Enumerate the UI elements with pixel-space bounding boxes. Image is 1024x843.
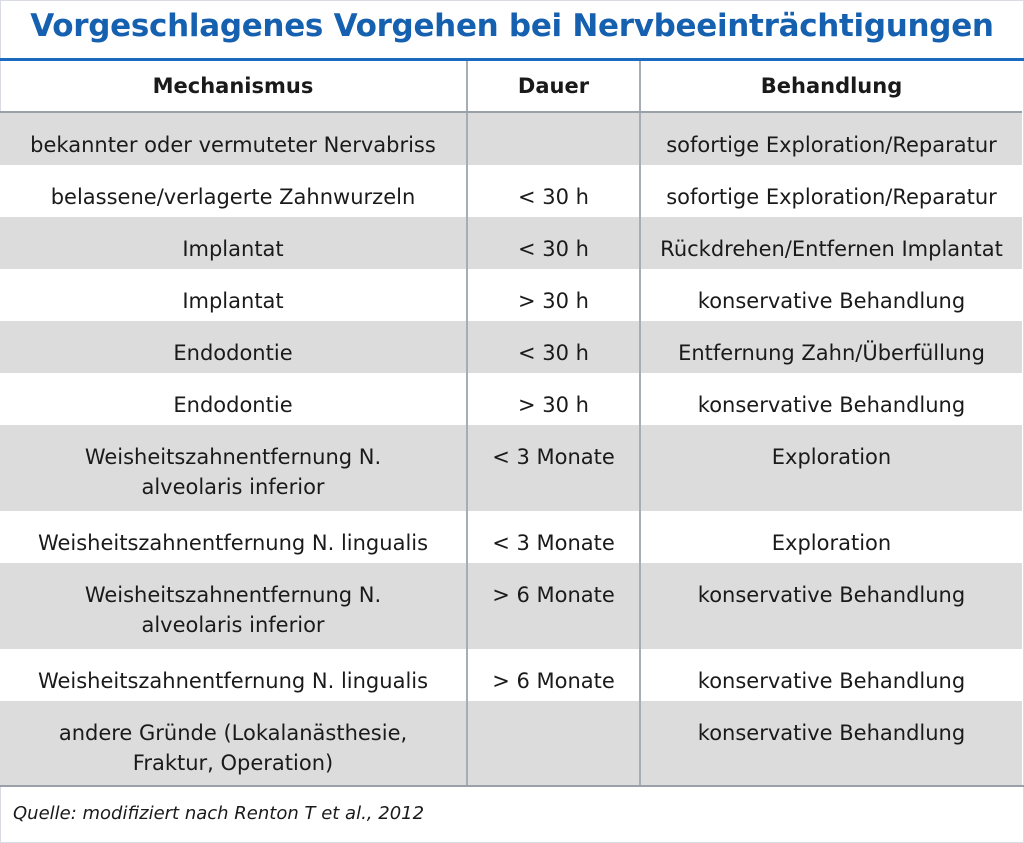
cell-mechanismus: Weisheitszahnentfernung N. alveolaris inferior: [0, 563, 467, 649]
table-row: [0, 165, 1022, 217]
cell-behandlung: konservative Behandlung: [640, 269, 1022, 321]
source-note: Quelle: modifiziert nach Renton T et al., 2012: [0, 785, 1024, 841]
cell-mechanismus: Implantat: [0, 269, 467, 321]
treatment-table: [0, 61, 1022, 787]
cell-mechanismus: Endodontie: [0, 373, 467, 425]
cell-behandlung: Rückdrehen/Entfernen Implantat: [640, 217, 1022, 269]
cell-behandlung: sofortige Exploration/Reparatur: [640, 112, 1022, 165]
cell-behandlung: Exploration: [640, 425, 1022, 511]
cell-dauer: < 3 Monate: [467, 425, 640, 511]
header-behandlung: Behandlung: [640, 61, 1022, 112]
cell-mechanismus: andere Gründe (Lokalanästhesie, Fraktur, Operation): [0, 701, 467, 787]
cell-mechanismus: Weisheitszahnentfernung N. lingualis: [0, 511, 467, 563]
cell-mechanismus: bekannter oder vermuteter Nervabriss: [0, 112, 467, 165]
cell-dauer: [467, 701, 640, 787]
cell-dauer: < 3 Monate: [467, 511, 640, 563]
table-row: [0, 373, 1022, 425]
cell-dauer: > 30 h: [467, 373, 640, 425]
cell-dauer: < 30 h: [467, 321, 640, 373]
cell-dauer: < 30 h: [467, 165, 640, 217]
table-row: [0, 112, 1022, 165]
cell-behandlung: sofortige Exploration/Reparatur: [640, 165, 1022, 217]
table-row: [0, 425, 1022, 511]
cell-behandlung: Entfernung Zahn/Überfüllung: [640, 321, 1022, 373]
cell-dauer: [467, 112, 640, 165]
cell-dauer: < 30 h: [467, 217, 640, 269]
cell-mechanismus: belassene/verlagerte Zahnwurzeln: [0, 165, 467, 217]
table-row: [0, 649, 1022, 701]
header-row: [0, 61, 1022, 112]
page-title: Vorgeschlagenes Vorgehen bei Nervbeeinträchtigungen: [30, 8, 994, 44]
cell-behandlung: konservative Behandlung: [640, 563, 1022, 649]
table-row: [0, 511, 1022, 563]
table-row: [0, 563, 1022, 649]
cell-behandlung: konservative Behandlung: [640, 701, 1022, 787]
cell-mechanismus: Weisheitszahnentfernung N. alveolaris inferior: [0, 425, 467, 511]
cell-dauer: > 6 Monate: [467, 563, 640, 649]
cell-mechanismus: Endodontie: [0, 321, 467, 373]
cell-dauer: > 6 Monate: [467, 649, 640, 701]
header-mechanismus: Mechanismus: [0, 61, 467, 112]
cell-dauer: > 30 h: [467, 269, 640, 321]
cell-mechanismus: Implantat: [0, 217, 467, 269]
table-row: [0, 321, 1022, 373]
cell-behandlung: konservative Behandlung: [640, 649, 1022, 701]
header-dauer: Dauer: [467, 61, 640, 112]
table-row: [0, 701, 1022, 787]
table-body: [0, 112, 1022, 787]
cell-mechanismus: Weisheitszahnentfernung N. lingualis: [0, 649, 467, 701]
table-row: [0, 269, 1022, 321]
cell-behandlung: konservative Behandlung: [640, 373, 1022, 425]
table-row: [0, 217, 1022, 269]
cell-behandlung: Exploration: [640, 511, 1022, 563]
